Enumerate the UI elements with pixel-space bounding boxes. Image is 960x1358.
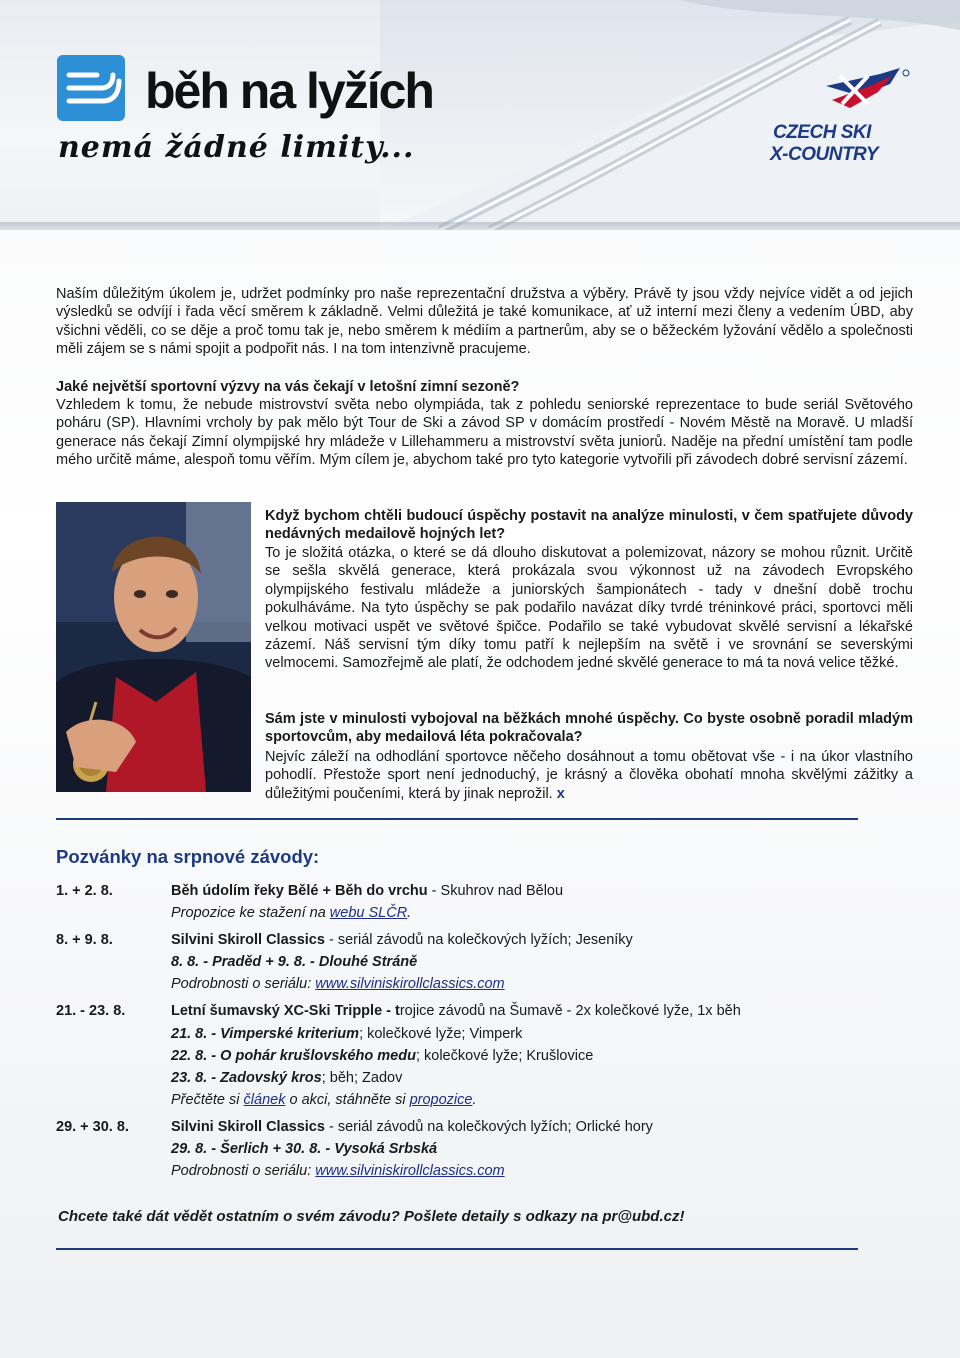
event-4-website-link[interactable]: www.silviniskirollclassics.com [315,1163,505,1179]
event-2-desc: - seriál závodů na kolečkových lyžích; Jeseníky [324,932,633,948]
answer-2: To je složitá otázka, o které se dá dlouho diskutovat a polemizovat, názory se mohou různit. Určitě se sešla skvělá generace, která prokázala svou výkonnost už na závodech Evropského olympijského festivalu mládeže a juniorských šampionátech - tady v dnešní době trochu pokulháváme. Na tyto úspěchy se pak podařilo navázat díky tvrdé tréninkové práci, sportovci měli velkou motivaci uspět ve světové špičce. Podařilo se také vybudovat skvělé servisní a lékařské zázemí. Náš servisní tým díky tomu patří k nejlepším na světě i ve srovnání se severskými velmocemi. Samozřejmě ale platí, že odchodem jedné skvělé generace to má ta nová velice těžké. [265,545,913,672]
answer-1: Vzhledem k tomu, že nebude mistrovství světa nebo olympiáda, tak z pohledu seniorské reprezentace to bude seriál Světového poháru (SP). Hlavními vrcholy by pak mělo být Tour de Ski a závod SP v domácím prostředí - Novém Městě na Moravě. U mladší generace nás čekají Zimní olympijské hry mládeže v Lillehammeru a mistrovství světa juniorů. Naděje na přední umístění tam podle mého určitě máme, alespoň tomu věřím. Mým cílem je, abychom také pro tyto kategorie vytvořili při závodech dobré servisní zázemí. [56,397,913,469]
partner-name-line1: CZECH SKI [773,122,871,143]
event-1-title [171,882,921,900]
event-3-race-2-detail: ; kolečkové lyže; Krušlovice [415,1048,594,1064]
event-3-race-3-name: 23. 8. - Zadovský kros [171,1070,322,1086]
event-4-info [171,1162,921,1180]
invites-title: Pozvánky na srpnové závody: [56,846,320,867]
snow-track-image [380,0,960,230]
article-end-mark: x [556,785,565,802]
event-4-info-prefix: Podrobnosti o seriálu: [171,1163,316,1179]
event-1-name: Běh údolím řeky Bělé + Běh do vrchu [171,883,428,899]
event-3-propozice-link[interactable]: propozice [409,1092,473,1108]
event-2-info [171,975,921,993]
bnl-logo-icon [57,55,125,121]
event-3-name: Letní šumavský XC-Ski Tripple - t [171,1003,400,1019]
event-2-sub: 8. 8. - Praděd + 9. 8. - Dlouhé Stráně [171,954,418,970]
event-3-race-2 [171,1047,921,1065]
event-3-date: 21. - 23. 8. [56,1003,126,1019]
event-1-desc: - Skuhrov nad Bělou [427,883,564,899]
event-3-race-1-name: 21. 8. - Vimperské kriterium [171,1026,360,1042]
athlete-photo [56,502,251,792]
brand-title: běh na lyžích [145,63,433,119]
event-2-website-link[interactable]: www.silviniskirollclassics.com [315,976,505,992]
event-1-info-prefix: Propozice ke stažení na [171,905,330,921]
event-3-race-3 [171,1069,921,1087]
event-3-article-link[interactable]: článek [243,1092,286,1108]
event-1-propozice-link[interactable]: webu SLČR [329,905,408,921]
czech-ski-logo-icon [820,66,912,112]
event-3-info-mid: o akci, stáhněte si [285,1092,410,1108]
partner-name-line2: X-COUNTRY [770,144,879,165]
event-3-race-1 [171,1025,921,1043]
event-4-desc: - seriál závodů na kolečkových lyžích; Orlické hory [324,1119,653,1135]
event-3-info-prefix: Přečtěte si [171,1092,244,1108]
event-1-info-suffix: . [407,905,412,921]
event-3-race-2-name: 22. 8. - O pohár krušlovského medu [171,1048,416,1064]
footer-note: Chcete také dát vědět ostatním o svém závodu? Pošlete detaily s odkazy na pr@ubd.cz! [58,1208,685,1225]
event-3-race-1-detail: ; kolečkové lyže; Vimperk [359,1026,523,1042]
answer-3-text: Nejvíc záleží na odhodlání sportovce něčeho dosáhnout a tomu obětovat vše - i na úkor vlastního pohodlí. Přestože sport není jednoduchý, je krásný a člověka obohatí mnoha skvělými zážitky a důležitými poučeními, která by jinak neprožil. [265,749,913,802]
event-2-name: Silvini Skiroll Classics [171,932,325,948]
question-2: Když bychom chtěli budoucí úspěchy postavit na analýze minulosti, v čem spatřujete důvody nedávných medailově hojných let? [265,508,913,543]
question-3: Sám jste v minulosti vybojoval na běžkách mnohé úspěchy. Co byste osobně poradil mladým sportovcům, aby medailová léta pokračovala? [265,711,913,746]
brand-tagline: nemá žádné limity... [58,130,415,165]
answer-3 [265,748,913,803]
event-1-date: 1. + 2. 8. [56,883,113,899]
header-banner [0,0,960,230]
event-1-info [171,904,921,922]
event-2-info-prefix: Podrobnosti o seriálu: [171,976,316,992]
event-3-info-suffix: . [472,1092,477,1108]
header-shadow [0,222,960,230]
intro-paragraph: Naším důležitým úkolem je, udržet podmínky pro naše reprezentační družstva a výběry. Právě ty jsou vždy nejvíce vidět a od jejich výsledků se odvíjí i řada věcí směrem k základně. Velmi důležitá je také komunikace, ať už interní mezi členy a vedením ÚBD, aby všichni věděli, co se děje a proč tomu tak je, nebo směrem k médiím a partnerům, aby se o běžeckém lyžování vědělo a společnosti měli zájem se s námi spojit a podpořit nás. I na tom intenzivně pracujeme. [56,286,913,358]
question-1: Jaké největší sportovní výzvy na vás čekají v letošní zimní sezoně? [56,379,520,395]
event-2-title [171,931,921,949]
divider-top [56,818,858,820]
event-4-name: Silvini Skiroll Classics [171,1119,325,1135]
event-3-title [171,1002,921,1020]
event-3-race-3-detail: ; běh; Zadov [321,1070,403,1086]
event-2-date: 8. + 9. 8. [56,932,113,948]
divider-bottom [56,1248,858,1250]
event-3-desc: rojice závodů na Šumavě - 2x kolečkové lyže, 1x běh [399,1003,741,1019]
event-4-sub: 29. 8. - Šerlich + 30. 8. - Vysoká Srbská [171,1141,438,1157]
event-3-info [171,1091,921,1109]
event-4-date: 29. + 30. 8. [56,1119,129,1135]
event-4-title [171,1118,921,1136]
